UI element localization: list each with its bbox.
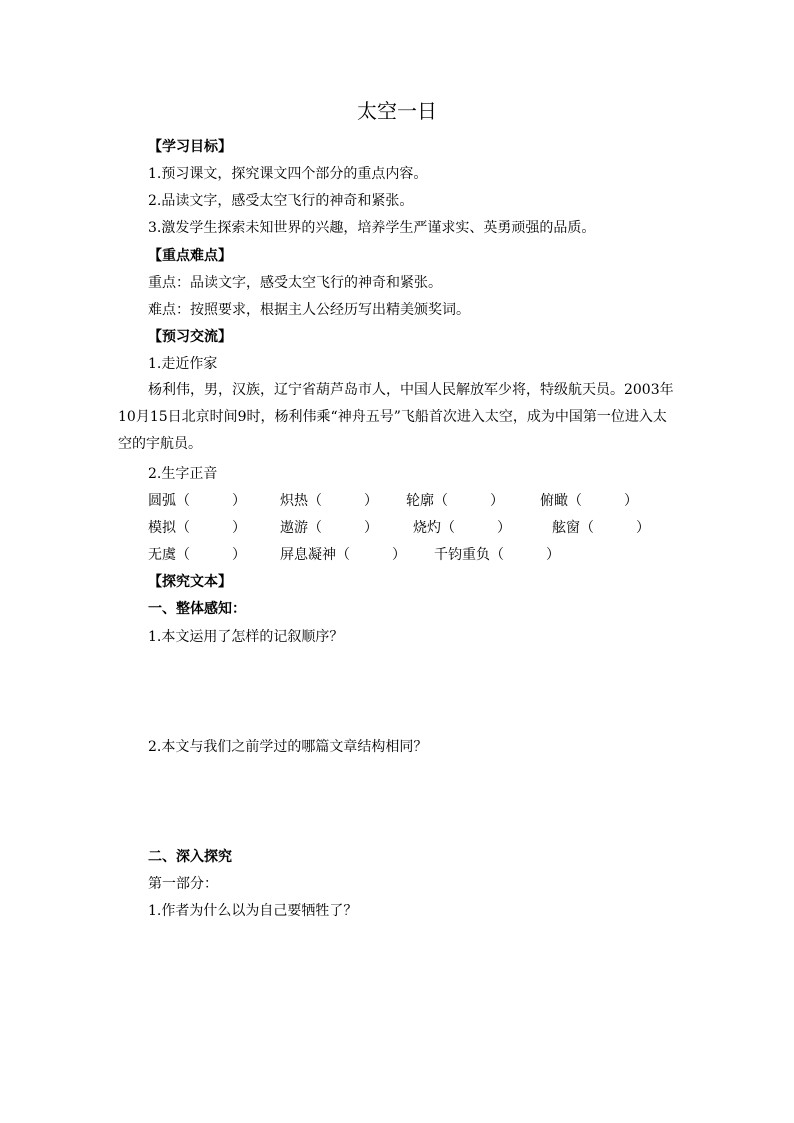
- char-item: 轮廓（ ）: [406, 493, 504, 509]
- goal-item-1: 1.预习课文，探究课文四个部分的重点内容。: [148, 166, 428, 182]
- char-item: 无虞（ ）: [148, 547, 246, 563]
- preview-heading: 【预习交流】: [148, 329, 232, 345]
- goal-item-3: 3.激发学生探索未知世界的兴趣，培养学生严谨求实、英勇顽强的品质。: [148, 220, 596, 236]
- author-paragraph: 杨利伟，男，汉族，辽宁省葫芦岛市人，中国人民解放军少将，特级航天员。2003年10月15日北京时间9时，杨利伟乘“神舟五号”飞船首次进入太空，成为中国第一位进入太空的宇航员。: [118, 382, 674, 452]
- question-2: 2.本文与我们之前学过的哪篇文章结构相同？: [148, 739, 428, 755]
- key-point-2: 难点：按照要求，根据主人公经历写出精美颁奖词。: [148, 302, 470, 318]
- key-point-1: 重点：品读文字，感受太空飞行的神奇和紧张。: [148, 275, 442, 291]
- question-1: 1.本文运用了怎样的记叙顺序？: [148, 629, 344, 645]
- explore-heading: 【探究文本】: [148, 574, 232, 590]
- deep-explore-heading: 二、深入探究: [148, 849, 232, 865]
- char-item: 炽热（ ）: [280, 493, 378, 509]
- goals-heading: 【学习目标】: [148, 139, 232, 155]
- char-item: 俯瞰（ ）: [540, 493, 638, 509]
- chars-heading: 2.生字正音: [148, 466, 218, 482]
- char-item: 圆弧（ ）: [148, 493, 246, 509]
- char-item: 遨游（ ）: [280, 520, 378, 536]
- page-title: 太空一日: [357, 99, 437, 123]
- char-item: 屏息凝神（ ）: [280, 547, 406, 563]
- key-heading: 【重点难点】: [148, 248, 232, 264]
- char-item: 千钧重负（ ）: [434, 547, 560, 563]
- question-3: 1.作者为什么以为自己要牺牲了？: [148, 903, 358, 919]
- overall-heading: 一、整体感知：: [148, 601, 246, 617]
- char-item: 模拟（ ）: [148, 520, 246, 536]
- char-item: 舷窗（ ）: [552, 520, 650, 536]
- goal-item-2: 2.品读文字，感受太空飞行的神奇和紧张。: [148, 193, 414, 209]
- char-item: 烧灼（ ）: [413, 520, 511, 536]
- author-heading: 1.走近作家: [148, 356, 218, 372]
- part-one-label: 第一部分：: [148, 876, 218, 892]
